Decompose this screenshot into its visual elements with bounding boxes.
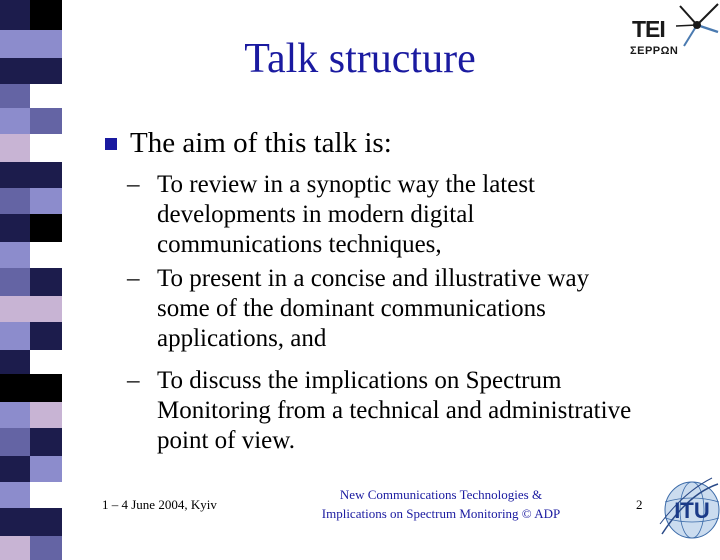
slide-title: Talk structure (244, 36, 476, 82)
strip-block (30, 268, 62, 296)
strip-block (30, 296, 62, 322)
dash-marker: – (127, 367, 140, 394)
sub-item-line: To discuss the implications on Spectrum (157, 367, 562, 394)
main-bullet-text: The aim of this talk is: (130, 127, 392, 159)
strip-block (30, 350, 62, 374)
decorative-side-strip (0, 0, 62, 540)
square-bullet-icon (105, 138, 117, 150)
strip-block (30, 402, 62, 428)
sub-item-line: Monitoring from a technical and administrative (157, 397, 632, 424)
star-swoosh-icon (674, 2, 720, 48)
strip-block (0, 30, 30, 58)
tei-serron-logo (626, 2, 720, 72)
strip-block (0, 108, 30, 134)
itu-globe-icon (658, 474, 720, 540)
strip-block (30, 508, 62, 536)
strip-block (0, 162, 30, 188)
strip-block (30, 188, 62, 214)
footer-center-text (286, 485, 596, 523)
sub-item-line: communications techniques, (157, 231, 442, 258)
strip-block (30, 58, 62, 84)
strip-block (0, 296, 30, 322)
serron-logo-text: ΣΕΡΡΩΝ (630, 45, 679, 57)
strip-block (0, 84, 30, 108)
strip-block (30, 0, 62, 30)
tei-logo-text: TEI (632, 16, 665, 42)
strip-block (0, 214, 30, 242)
strip-block (0, 428, 30, 456)
strip-block (30, 84, 62, 108)
strip-block (30, 456, 62, 482)
strip-block (0, 322, 30, 350)
dash-marker: – (127, 265, 140, 292)
strip-block (30, 374, 62, 402)
strip-block (0, 482, 30, 508)
strip-block (30, 322, 62, 350)
strip-block (0, 134, 30, 162)
sub-item-line: applications, and (157, 325, 327, 352)
strip-block (30, 482, 62, 508)
page-number: 2 (636, 497, 643, 512)
itu-logo-text: ITU (674, 498, 710, 523)
strip-block (30, 242, 62, 268)
strip-block (0, 58, 30, 84)
strip-block (0, 374, 30, 402)
sub-item-line: To review in a synoptic way the latest (157, 171, 536, 198)
strip-block (30, 428, 62, 456)
strip-block (30, 134, 62, 162)
footer-center-line: New Communications Technologies & (339, 487, 543, 502)
footer-center-line: Implications on Spectrum Monitoring © ADP (321, 506, 561, 521)
itu-logo (658, 474, 720, 540)
strip-block (0, 242, 30, 268)
strip-block (30, 162, 62, 188)
sub-item-line: developments in modern digital (157, 201, 475, 228)
strip-block (30, 108, 62, 134)
dash-marker: – (127, 171, 140, 198)
strip-block (0, 456, 30, 482)
footer-date-location: 1 – 4 June 2004, Kyiv (102, 497, 217, 512)
strip-block (0, 268, 30, 296)
strip-block (0, 402, 30, 428)
strip-block (0, 188, 30, 214)
strip-block (30, 214, 62, 242)
strip-block (0, 0, 30, 30)
strip-block (0, 508, 30, 536)
sub-item-line: some of the dominant communications (157, 295, 546, 322)
sub-item-line: To present in a concise and illustrative way (157, 265, 590, 292)
strip-block (0, 350, 30, 374)
sub-item-line: point of view. (157, 427, 295, 454)
strip-block (30, 30, 62, 58)
